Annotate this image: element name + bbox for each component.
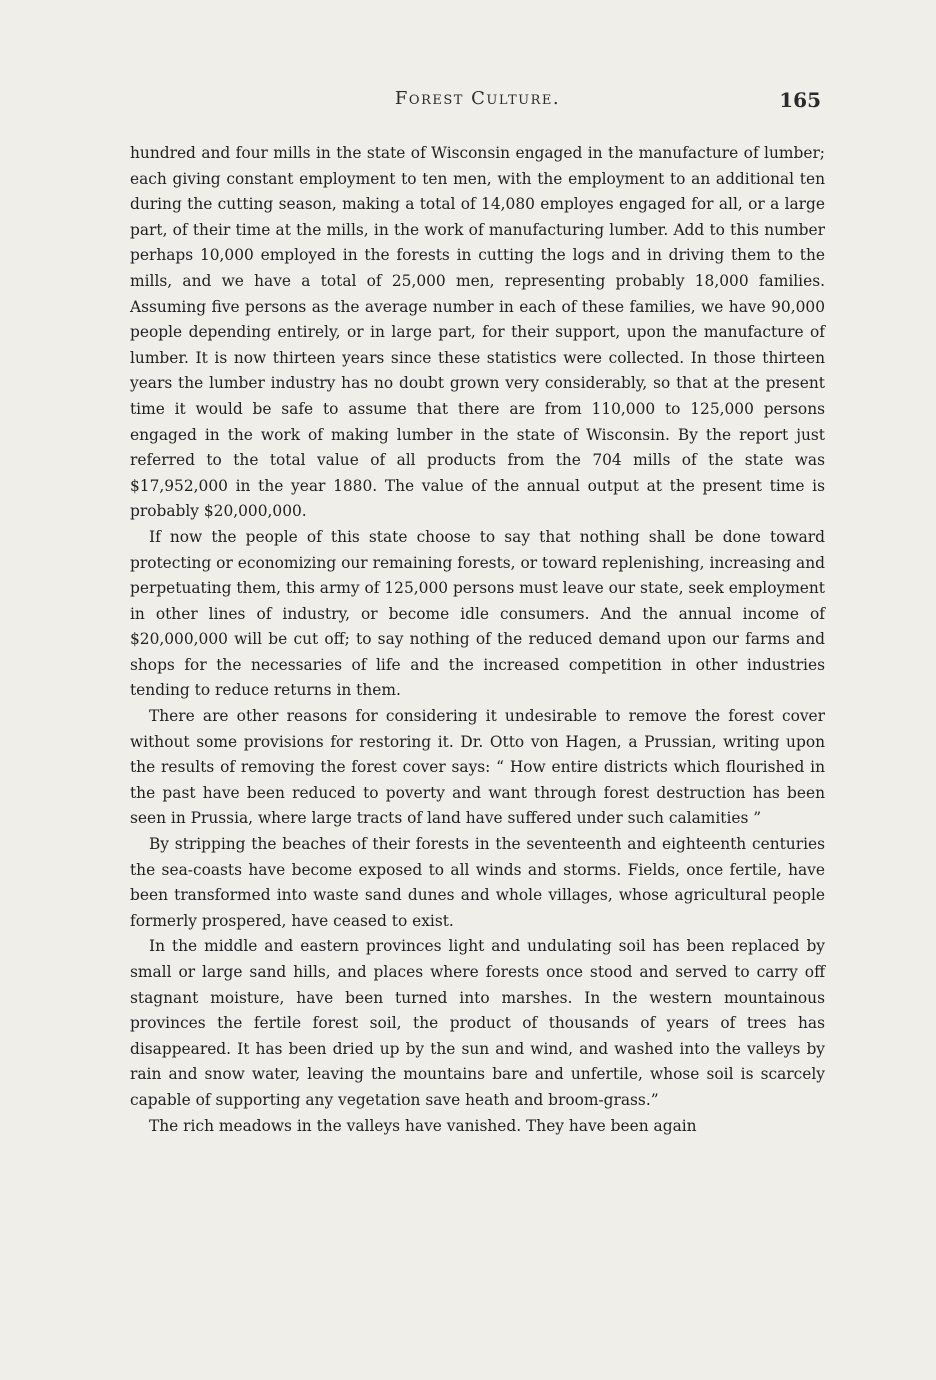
paragraph: By stripping the beaches of their forests in the seventeenth and eighteenth centuries the sea-coasts have become exposed to all winds and storms. Fields, once fertile, have been transformed into waste sand dunes and whole villages, whose agricultural people formerly prospered, have ceased to exist. [130, 835, 825, 930]
running-title: Forest Culture. [394, 88, 561, 109]
paragraph-continuation: hundred and four mills in the state of Wisconsin engaged in the manufacture of lumber; each giving constant employment to ten men, with the employment to an additional ten during the cutting season, making a total of 14,080 employes engaged for all, or a large part, of their time at the mills, in the work of manufacturing lumber. Add to this number perhaps 10,000 employed in the forests in cutting the logs and in driving them to the mills, and we have a total of 25,000 men, representing probably 18,000 families. Assuming five persons as the average number in each of these families, we have 90,000 people depending entirely, or in large part, for their support, upon the manufacture of lumber. It is now thirteen years since these statistics were collected. In those thirteen years the lumber industry has no doubt grown very considerably, so that at the present time it would be safe to assume that there are from 110,000 to 125,000 persons engaged in the work of making lumber in the state of Wisconsin. By the report just referred to the total value of all products from the 704 mills of the state was $17,952,000 in the year 1880. The value of the annual output at the present time is probably $20,000,000. [130, 144, 825, 521]
paragraph-last-line: The rich meadows in the valleys have vanished. They have been again [149, 1116, 697, 1135]
paragraph: In the middle and eastern provinces light and undulating soil has been replaced by small or large sand hills, and places where forests once stood and served to carry off stagnant moisture, have been turned into marshes. In the western mountainous provinces the fertile forest soil, the product of thousands of years of trees has disappeared. It has been dried up by the sun and wind, and washed into the valleys by rain and snow water, leaving the mountains bare and unfertile, whose soil is scarcely capable of supporting any vegetation save heath and broom-grass.” [130, 937, 825, 1109]
running-head [130, 88, 825, 114]
paragraph: There are other reasons for considering it undesirable to remove the forest cover without some provisions for restoring it. Dr. Otto von Hagen, a Prussian, writing upon the results of removing the forest cover says: “ How entire districts which flourished in the past have been reduced to poverty and want through forest destruction has been seen in Prussia, where large tracts of land have suffered under such calamities ” [130, 707, 825, 828]
paragraph: If now the people of this state choose to say that nothing shall be done toward protecting or economizing our remaining forests, or toward replenishing, increasing and perpetuating them, this army of 125,000 persons must leave our state, seek employment in other lines of industry, or become idle consumers. And the annual income of $20,000,000 will be cut off; to say nothing of the reduced demand upon our farms and shops for the necessaries of life and the increased competition in other industries tending to reduce returns in them. [130, 527, 825, 700]
page-number: 165 [779, 88, 821, 112]
body-text [130, 141, 825, 1139]
